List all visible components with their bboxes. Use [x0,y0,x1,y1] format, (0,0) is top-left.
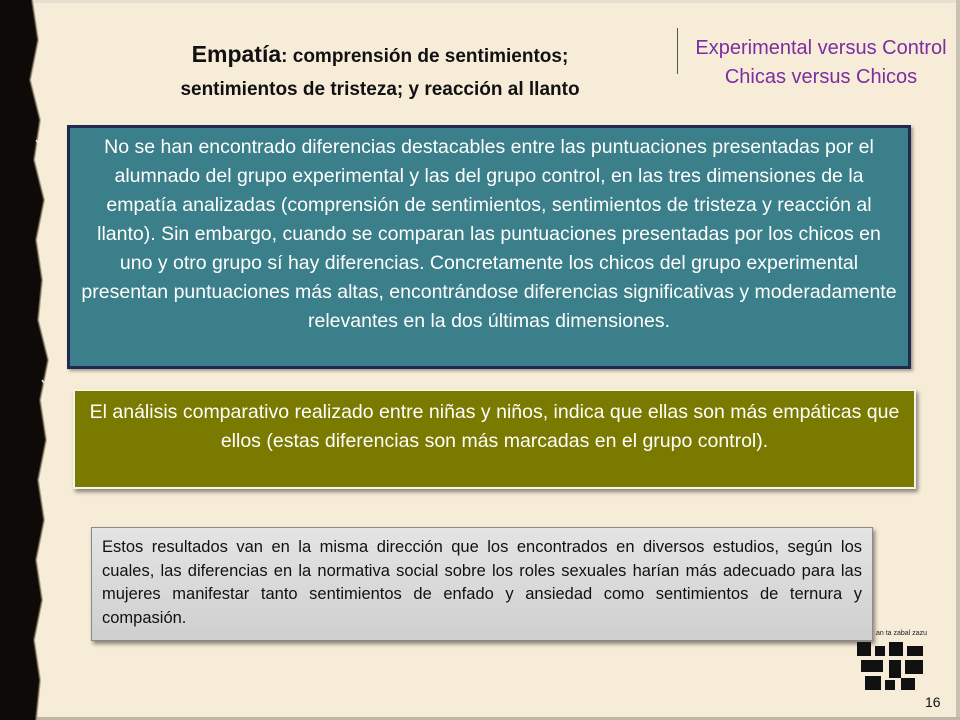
title-line2: sentimientos de tristeza; y reacción al llanto [180,79,580,100]
title-divider [677,28,678,74]
page-number: 16 [925,694,941,710]
torn-paper-edge [0,0,70,720]
subtitle: Experimental versus Control Chicas versus Chicos [695,37,947,88]
title-bold: Empatía [191,41,282,67]
frame-top [0,0,960,3]
university-logo-icon [855,640,927,692]
conclusion-box: Estos resultados van en la misma dirección que los encontrados en diversos estudios, según los cuales, las diferencias en la normativa social sobre los roles sexuales harían más adecuado para las mujeres manifestar tanto sentimientos de enfado y ansiedad como sentimientos de ternura y compasión. [91,527,873,641]
gender-analysis-box: El análisis comparativo realizado entre niñas y niños, indica que ellas son más empáticas que ellos (estas diferencias son más marcadas en el grupo control). [73,389,916,489]
findings-box: No se han encontrado diferencias destacables entre las puntuaciones presentadas por el alumnado del grupo experimental y las del grupo control, en las tres dimensiones de la empatía analizadas (comprensión de sentimientos, sentimientos de tristeza y reacción al llanto). Sin embargo, cuando se comparan las puntuaciones presentadas por los chicos en uno y otro grupo sí hay diferencias. Concretamente los chicos del grupo experimental presentan puntuaciones más altas, encontrándose diferencias significativas y moderadamente relevantes en la dos últimas dimensiones. [67,125,911,369]
logo-motto: an ta zabal zazu [876,630,927,637]
page-title [110,38,650,107]
frame-right [956,0,960,720]
title-rest: : comprensión de sentimientos; [281,46,569,67]
